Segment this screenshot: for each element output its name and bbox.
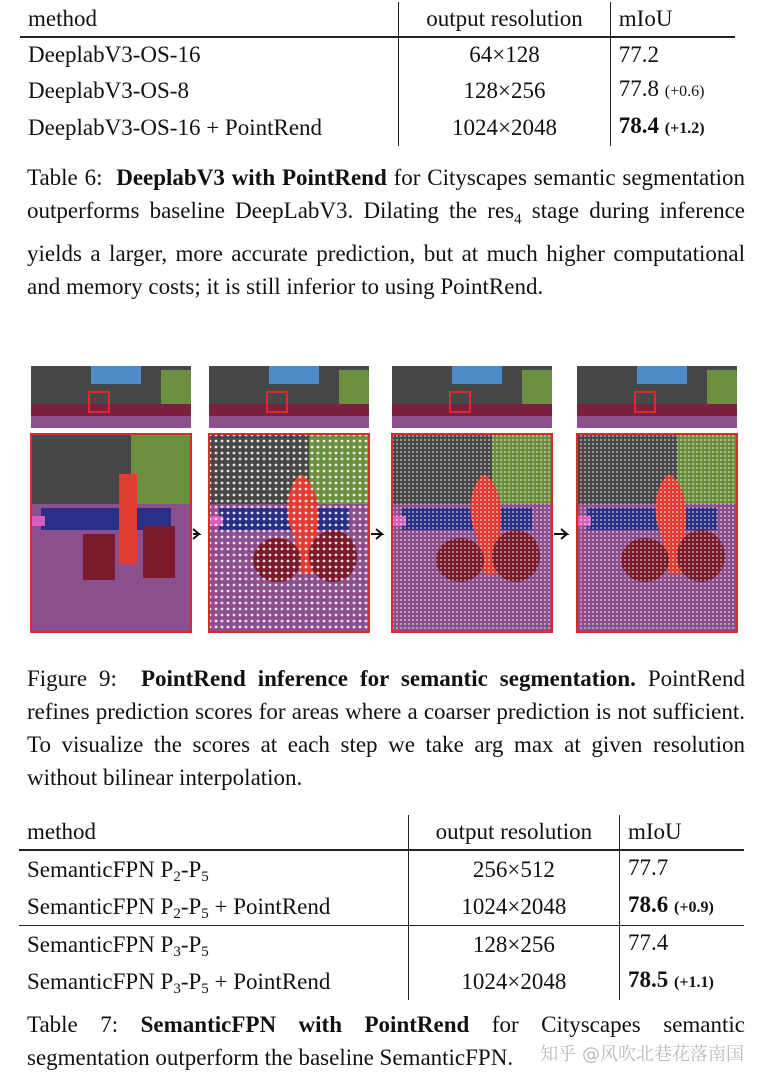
caption6-label: Table 6:: [27, 165, 103, 190]
table-row: [19, 963, 744, 1000]
table7-header-method: method: [19, 815, 408, 850]
thumb-road: [31, 416, 191, 428]
thumb-sky: [452, 366, 502, 384]
watermark: 知乎 @风吹北巷花落南国: [540, 1044, 744, 1065]
table6-resolution: 1024×2048: [399, 109, 611, 146]
table7-resolution: 1024×2048: [408, 888, 619, 926]
table-7: [19, 815, 744, 1000]
caption6-bold: DeeplabV3 with PointRend: [116, 165, 387, 190]
caption7-text: for Cityscapes semantic segmentation outperform the baseline SemanticFPN.: [27, 1012, 746, 1070]
table7-resolution: 1024×2048: [408, 963, 619, 1000]
table6-miou-cell: [610, 72, 735, 109]
table6-resolution: 64×128: [399, 37, 611, 72]
table7-delta: (+0.9): [674, 899, 714, 916]
table-row: [19, 888, 744, 926]
figure9-caption: [27, 662, 745, 794]
table6-method: DeeplabV3-OS-8: [28, 77, 189, 103]
table6-caption: [27, 161, 745, 303]
segmentation-panel-2: [209, 366, 369, 632]
thumb-sky: [91, 366, 141, 384]
table7-header-miou: mIoU: [620, 815, 745, 850]
table6-miou: 77.8: [618, 76, 660, 101]
table7-delta: (+1.1): [674, 974, 714, 991]
thumb-people: [392, 404, 552, 416]
figure-9: [27, 366, 745, 634]
crop-rider: [119, 474, 137, 564]
table6-miou-cell: [610, 109, 735, 146]
table7-method: SemanticFPN $P_3-P_5$: [19, 926, 408, 964]
thumb-people: [209, 404, 369, 416]
table-row: [20, 37, 735, 72]
table6-miou: 77.2: [618, 42, 660, 67]
crop-sidewalk: [31, 516, 45, 526]
table-row: [19, 850, 744, 888]
thumb-sky: [269, 366, 319, 384]
table-row: [20, 72, 735, 109]
thumb-people: [31, 404, 191, 416]
table6-header-method: method: [20, 2, 399, 37]
table-row: [20, 109, 735, 146]
table7-method: SemanticFPN $P_2-P_5$ + PointRend: [27, 893, 331, 922]
refined-points: [577, 434, 737, 632]
thumb-road: [209, 416, 369, 428]
caption9-label: Figure 9:: [27, 666, 117, 691]
caption6-text1: for Cityscapes semantic segmentation outperforms baseline DeepLabV3. Dilating the res: [27, 165, 746, 223]
caption6-sub: 4: [514, 211, 522, 228]
arrow-icon: [193, 529, 199, 539]
table6-miou: 78.4: [618, 113, 660, 138]
arrow-icon: [371, 529, 382, 539]
table7-resolution: 256×512: [408, 850, 619, 888]
segmentation-panel-3: [392, 366, 552, 632]
caption7-label: Table 7:: [27, 1012, 119, 1037]
thumb-road: [392, 416, 552, 428]
crop-wheel: [83, 534, 115, 580]
refined-points: [209, 434, 369, 632]
refined-points: [392, 434, 552, 632]
table-6: [20, 2, 735, 146]
caption7-bold: SemanticFPN with PointRend: [140, 1012, 470, 1037]
table6-delta: (+0.6): [664, 83, 705, 100]
table6-header-resolution: output resolution: [399, 2, 611, 37]
table7-miou: 77.4: [628, 930, 669, 955]
table7-miou: 77.7: [628, 855, 669, 880]
table6-header-miou: mIoU: [610, 2, 735, 37]
table6-method: DeeplabV3-OS-16 + PointRend: [28, 114, 323, 140]
table6-delta: (+1.2): [664, 120, 705, 137]
table7-miou-cell: [620, 926, 745, 964]
thumb-road: [577, 416, 737, 428]
arrow-icon: [554, 529, 567, 539]
caption9-bold: PointRend inference for semantic segmentation.: [140, 666, 636, 691]
table7-miou-cell: [620, 963, 745, 1000]
table7-miou: 78.5: [628, 967, 669, 992]
table-row: [19, 926, 744, 964]
crop-wheel: [143, 526, 175, 578]
table7-resolution: 128×256: [408, 926, 619, 964]
caption6-text2: stage during inference yields a larger, more accurate prediction, but at much higher computational and memory costs; it is still inferior to using PointRend.: [27, 198, 746, 299]
thumb-people: [577, 404, 737, 416]
table6-miou-cell: [610, 37, 735, 72]
caption9-text: PointRend refines prediction scores for areas where a coarser prediction is not sufficient. To visualize the scores at each step we take arg max at given resolution without bilinear interpolation.: [27, 666, 745, 790]
table7-header-resolution: output resolution: [408, 815, 619, 850]
table7-method: SemanticFPN $P_2-P_5$: [27, 856, 209, 885]
segmentation-panel-1: [31, 366, 191, 632]
table6-resolution: 128×256: [399, 72, 611, 109]
segmentation-panel-4: [577, 366, 737, 632]
table7-method: SemanticFPN $P_3-P_5$ + PointRend: [27, 968, 331, 997]
table7-miou-cell: [620, 850, 745, 888]
table7-miou-cell: [620, 888, 745, 926]
thumb-sky: [637, 366, 687, 384]
table7-miou: 78.6: [628, 892, 669, 917]
table6-method: DeeplabV3-OS-16: [28, 42, 201, 67]
crop-vegetation: [131, 434, 191, 504]
